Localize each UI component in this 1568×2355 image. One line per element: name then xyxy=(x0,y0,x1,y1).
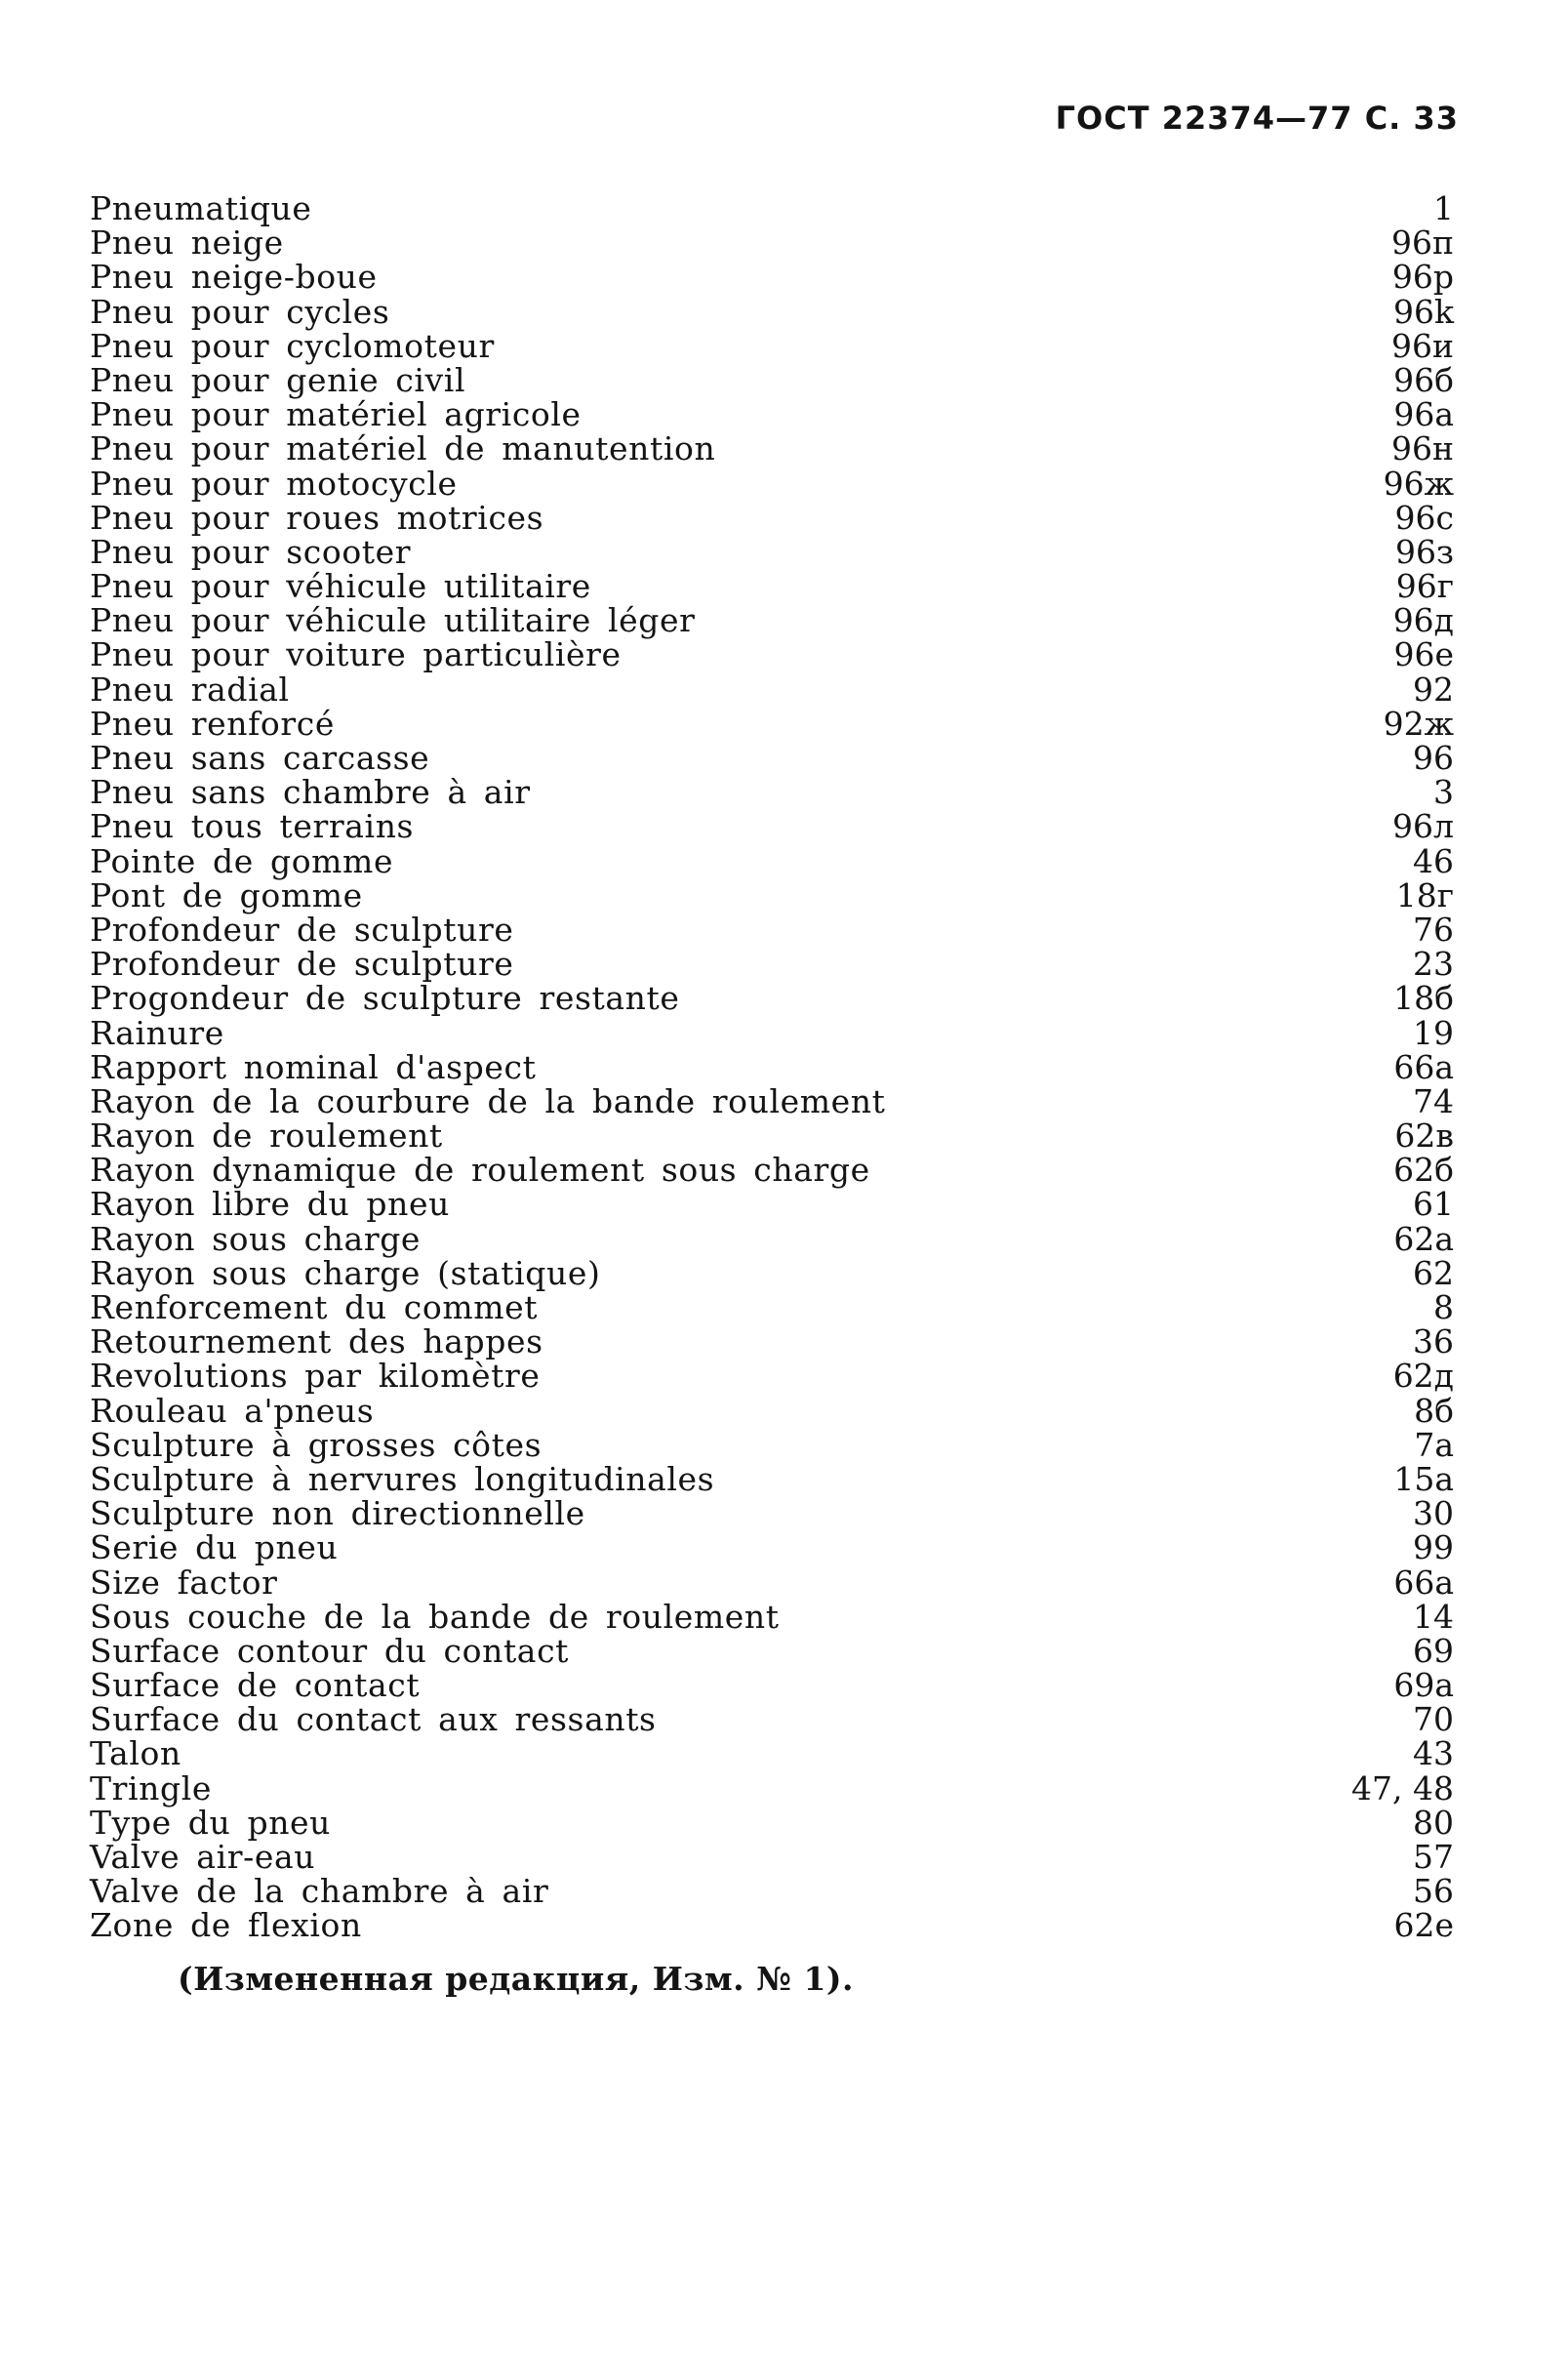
index-entry xyxy=(90,1253,1454,1292)
index-entry xyxy=(90,875,1454,914)
index-term: Pneu sans chambre à air xyxy=(90,773,531,812)
index-entry xyxy=(90,1494,1454,1533)
index-entry xyxy=(90,672,1454,707)
index-reference: 62 xyxy=(1413,1253,1454,1292)
index-term: Pneu pour motocycle xyxy=(90,464,458,503)
index-entry xyxy=(90,601,1454,640)
index-reference: 80 xyxy=(1413,1803,1454,1842)
index-term: Pointe de gomme xyxy=(90,841,394,880)
index-term: Pneu pour voiture particulière xyxy=(90,635,622,674)
index-entry xyxy=(90,258,1454,297)
index-reference: 74 xyxy=(1413,1081,1454,1120)
index-reference: 57 xyxy=(1413,1838,1454,1876)
index-reference: 96л xyxy=(1392,807,1454,846)
index-reference: 96е xyxy=(1393,635,1454,674)
index-term: Rouleau a'pneus xyxy=(90,1391,375,1430)
index-reference: 96р xyxy=(1391,258,1454,297)
index-term: Progondeur de sculpture restante xyxy=(90,979,680,1018)
index-entry xyxy=(90,395,1454,434)
index-entry xyxy=(90,1459,1454,1498)
index-term: Surface du contact aux ressants xyxy=(90,1700,657,1739)
index-entry xyxy=(90,1117,1454,1156)
index-term: Revolutions par kilomètre xyxy=(90,1357,541,1396)
index-term: Rainure xyxy=(90,1013,224,1052)
index-entry xyxy=(90,1391,1454,1430)
index-entry xyxy=(90,635,1454,674)
index-reference: 46 xyxy=(1413,841,1454,880)
index-entry xyxy=(90,1081,1454,1120)
index-term: Talon xyxy=(90,1734,181,1773)
index-reference: 96k xyxy=(1393,292,1454,331)
index-term: Retournement des happes xyxy=(90,1322,543,1361)
index-entry xyxy=(90,191,1454,225)
index-reference: 92ж xyxy=(1383,704,1454,743)
index-reference: 96б xyxy=(1393,360,1454,399)
index-entry xyxy=(90,1768,1454,1807)
term-index-list xyxy=(90,191,1454,1943)
index-reference: 23 xyxy=(1413,945,1454,984)
index-reference: 18г xyxy=(1395,875,1454,914)
index-reference: 96а xyxy=(1393,395,1454,434)
index-term: Pneu sans carcasse xyxy=(90,739,430,777)
index-entry xyxy=(90,1666,1454,1705)
index-entry xyxy=(90,1803,1454,1842)
index-entry xyxy=(90,1528,1454,1567)
index-reference: 7а xyxy=(1414,1425,1454,1464)
index-term: Sculpture à grosses côtes xyxy=(90,1425,543,1464)
index-term: Pneu renforcé xyxy=(90,704,335,743)
index-reference: 70 xyxy=(1413,1700,1454,1739)
index-reference: 30 xyxy=(1413,1494,1454,1533)
index-entry xyxy=(90,1872,1454,1911)
index-term: Rayon dynamique de roulement sous charge xyxy=(90,1151,870,1190)
index-entry xyxy=(90,498,1454,537)
index-reference: 76 xyxy=(1413,910,1454,949)
index-reference: 92 xyxy=(1413,670,1454,709)
index-entry xyxy=(90,1357,1454,1396)
index-reference: 62в xyxy=(1394,1117,1454,1156)
index-term: Pneu pour matériel agricole xyxy=(90,395,582,434)
index-entry xyxy=(90,360,1454,399)
index-reference: 18б xyxy=(1393,979,1454,1018)
index-entry xyxy=(90,1425,1454,1464)
index-entry xyxy=(90,979,1454,1018)
index-reference: 47, 48 xyxy=(1351,1768,1454,1807)
index-entry xyxy=(90,1734,1454,1773)
index-entry xyxy=(90,1219,1454,1258)
index-term: Rayon sous charge xyxy=(90,1219,422,1258)
index-term: Valve air-eau xyxy=(90,1838,316,1876)
index-reference: 66а xyxy=(1393,1563,1454,1602)
index-reference: 8 xyxy=(1433,1288,1454,1326)
index-term: Rapport nominal d'aspect xyxy=(90,1047,537,1086)
index-entry xyxy=(90,841,1454,880)
index-term: Renforcement du commet xyxy=(90,1288,539,1326)
index-reference: 96п xyxy=(1391,223,1454,263)
index-term: Pont de gomme xyxy=(90,875,363,914)
index-entry xyxy=(90,741,1454,775)
index-entry xyxy=(90,1013,1454,1052)
index-term: Surface contour du contact xyxy=(90,1631,570,1670)
index-entry xyxy=(90,1700,1454,1739)
index-reference: 96г xyxy=(1395,567,1454,606)
index-term: Pneu pour véhicule utilitaire xyxy=(90,567,591,606)
index-reference: 62е xyxy=(1393,1906,1454,1945)
index-reference: 8б xyxy=(1414,1391,1454,1430)
index-term: Pneu neige xyxy=(90,223,284,263)
index-term: Sous couche de la bande de roulement xyxy=(90,1597,780,1636)
index-term: Rayon de roulement xyxy=(90,1117,443,1156)
index-term: Rayon sous charge (statique) xyxy=(90,1253,601,1292)
index-entry xyxy=(90,704,1454,743)
index-reference: 96с xyxy=(1394,498,1454,537)
index-reference: 62б xyxy=(1393,1151,1454,1190)
index-reference: 69а xyxy=(1393,1666,1454,1705)
index-entry xyxy=(90,326,1454,365)
index-entry xyxy=(90,431,1454,466)
index-entry xyxy=(90,910,1454,949)
index-term: Pneu tous terrains xyxy=(90,807,415,846)
index-term: Rayon de la courbure de la bande roulement xyxy=(90,1081,886,1120)
amendment-note: (Измененная редакция, Изм. № 1). xyxy=(178,1960,855,1998)
index-term: Zone de flexion xyxy=(90,1906,362,1945)
index-term: Type du pneu xyxy=(90,1803,332,1842)
index-term: Valve de la chambre à air xyxy=(90,1872,549,1911)
index-term: Pneu pour cycles xyxy=(90,292,390,331)
index-reference: 96н xyxy=(1391,429,1454,468)
index-entry xyxy=(90,464,1454,503)
index-reference: 96з xyxy=(1395,532,1454,571)
index-reference: 96ж xyxy=(1383,464,1454,503)
index-entry xyxy=(90,1906,1454,1945)
index-reference: 3 xyxy=(1433,773,1454,812)
index-reference: 1 xyxy=(1433,189,1454,227)
index-term: Profondeur de sculpture xyxy=(90,945,514,984)
index-term: Sculpture à nervures longitudinales xyxy=(90,1459,715,1498)
index-term: Profondeur de sculpture xyxy=(90,910,514,949)
index-reference: 62д xyxy=(1392,1357,1454,1396)
index-reference: 96д xyxy=(1392,601,1454,640)
index-entry xyxy=(90,807,1454,846)
index-term: Size factor xyxy=(90,1563,278,1602)
index-reference: 99 xyxy=(1413,1528,1454,1567)
index-reference: 69 xyxy=(1413,1631,1454,1670)
index-reference: 66а xyxy=(1393,1047,1454,1086)
index-reference: 56 xyxy=(1413,1872,1454,1911)
index-entry xyxy=(90,1597,1454,1636)
index-reference: 61 xyxy=(1413,1185,1454,1224)
index-reference: 43 xyxy=(1413,1734,1454,1773)
index-entry xyxy=(90,773,1454,812)
index-term: Pneu pour roues motrices xyxy=(90,498,544,537)
index-entry xyxy=(90,1324,1454,1359)
index-entry xyxy=(90,1185,1454,1224)
index-entry xyxy=(90,1631,1454,1670)
index-term: Sculpture non directionnelle xyxy=(90,1494,585,1533)
index-reference: 14 xyxy=(1413,1597,1454,1636)
index-term: Pneu radial xyxy=(90,670,290,709)
page-header: ГОСТ 22374—77 С. 33 xyxy=(1055,100,1459,137)
index-entry xyxy=(90,1565,1454,1600)
index-entry xyxy=(90,223,1454,263)
index-term: Pneu neige-boue xyxy=(90,258,378,297)
index-entry xyxy=(90,1840,1454,1874)
index-reference: 96и xyxy=(1391,326,1454,365)
index-term: Pneu pour cyclomoteur xyxy=(90,326,495,365)
index-entry xyxy=(90,1290,1454,1324)
index-reference: 15а xyxy=(1393,1459,1454,1498)
index-term: Pneu pour matériel de manutention xyxy=(90,429,716,468)
index-reference: 96 xyxy=(1413,739,1454,777)
index-term: Pneu pour véhicule utilitaire léger xyxy=(90,601,696,640)
index-term: Serie du pneu xyxy=(90,1528,339,1567)
index-entry xyxy=(90,567,1454,606)
index-term: Rayon libre du pneu xyxy=(90,1185,450,1224)
index-reference: 36 xyxy=(1413,1322,1454,1361)
index-term: Pneu pour genie civil xyxy=(90,360,466,399)
index-entry xyxy=(90,1047,1454,1086)
index-term: Pneu pour scooter xyxy=(90,532,412,571)
index-entry xyxy=(90,532,1454,571)
index-entry xyxy=(90,1151,1454,1190)
index-entry xyxy=(90,292,1454,331)
index-term: Pneumatique xyxy=(90,189,312,227)
index-term: Tringle xyxy=(90,1768,213,1807)
index-reference: 62а xyxy=(1393,1219,1454,1258)
index-entry xyxy=(90,945,1454,984)
index-reference: 19 xyxy=(1413,1013,1454,1052)
index-term: Surface de contact xyxy=(90,1666,421,1705)
